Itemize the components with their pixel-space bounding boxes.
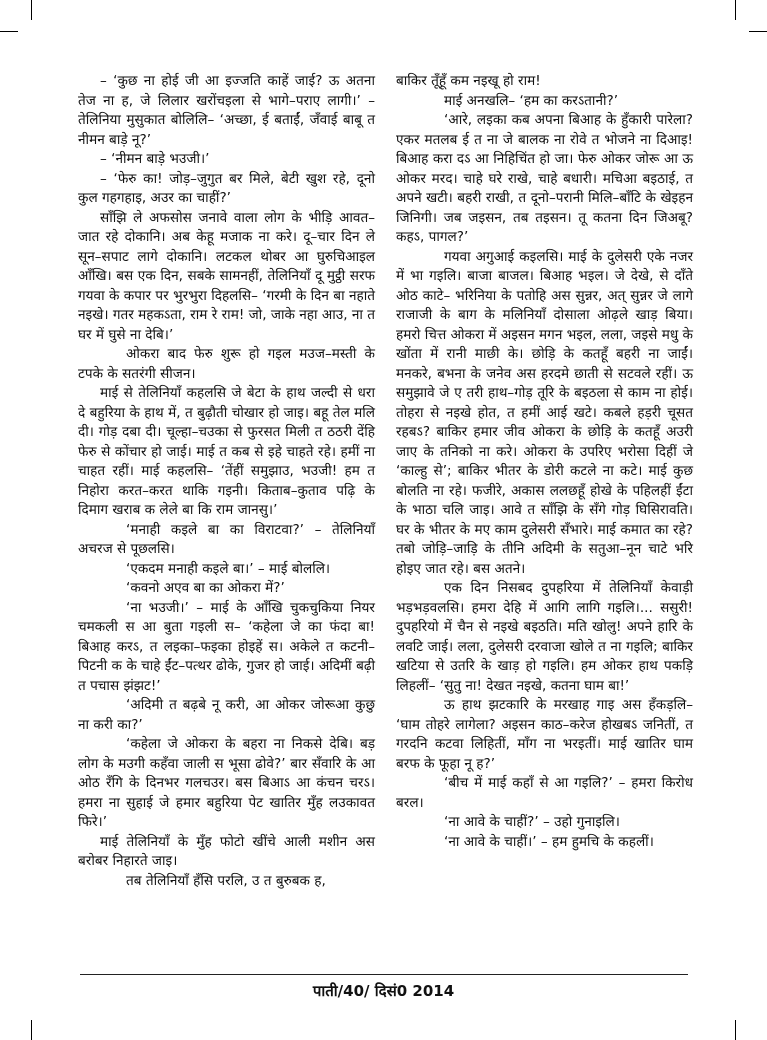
paragraph: ओकरा बाद फेरु शुरू हो गइल मउज–मस्ती के टपके के सतरंगी सीजन।: [78, 346, 375, 382]
paragraph: ‘एकदम मनाही कइले बा।’ – माई बोललि।: [126, 560, 331, 577]
paragraph: – ‘फेरु का! जोड़–जुगुत बर मिले, बेटी खुश रहे, दूनो कुल गहगहाइ, अउर का चाहीं?’: [78, 170, 375, 206]
paragraph: ‘ना भउजी।’ – माई के आँखि चुकचुकिया नियर चमकली स आ बुता गइली स– ‘कहेला जे का फंदा बा! बिआह करऽ, त लइका–फइका होइहें स। अकेले त कटनी–पिटनी क के चाहे ईंट–पत्थर ढोके, गुजर हो जाई। अदिमीं बढ़ी त पचास झंझट!’: [78, 599, 375, 694]
crop-mark-top-right-h: [749, 31, 767, 32]
crop-mark-bottom-left: [31, 1020, 32, 1040]
paragraph: साँझि ले अफसोस जनावे वाला लोग के भीड़ि आवत–जात रहे दोकानि। अब केहू मजाक ना करे। दू–चार दिन ले सून–सपाट लागे दोकानि। लटकल थोबर आ घुरुचिआइल आँखि। बस एक दिन, सबके सामनहीं, तेलिनियाँ दू मुट्ठी सरफ गयवा के कपार पर भुरभुरा दिहलसि– ‘गरमी के दिन बा नहाते नइखे। गतर महकऽता, राम रे राम! जो, जाके नहा आउ, ना त घर में घुसे ना देबि।’: [78, 209, 375, 343]
paragraph: ‘आरे, लइका कब अपना बिआह के हुँकारी पारेला? एकर मतलब ई त ना जे बालक ना रोवे त भोजने ना दिआइ! बिआह करा दऽ आ निहिचिंत हो जा। फेरु ओकर जोरू आ ऊ ओकर मरद। चाहे घरे राखे, चाहे बधारी। मचिआ बइठाई, त अपने खटी। बहरी राखी, त दूनो–परानी मिलि–बाँटि के खेइहन जिनिगी। जब जइसन, तब तइसन। तू कतना दिन जिअबू? कहऽ, पागल?’: [396, 112, 693, 245]
paragraph: माई से तेलिनियाँ कहलसि जे बेटा के हाथ जल्दी से धरा दे बहुरिया के हाथ में, त बुढ़ौती चोखार हो जाइ। बहू तेल मलि दी। गोड़ दबा दी। चूल्हा–चउका से फुरसत मिली त ठठरी देंहि फेरु से कोंचार हो जाई। माई त कब से इहे चाहते रहे। हमीं ना चाहत रहीं। माई कहलसि– ‘तेंहीं समुझाउ, भउजी! हम त निहोरा करत–करत थाकि गइनी। किताब–कुताव पढ़ि के दिमाग खराब क लेले बा कि राम जानसु।’: [78, 385, 375, 518]
paragraph: ‘ना आवे के चाहीं?’ – उहो गुनाइलि।: [444, 814, 620, 830]
paragraph: ‘अदिमी त बढ़बे नू करी, आ ओकर जोरूआ कुछु ना करी का?’: [78, 697, 375, 733]
paragraph: ‘ना आवे के चाहीं।’ – हम हुमचि के कहलीं।: [444, 833, 654, 850]
paragraph: ‘कवनो अएव बा का ओकरा में?’: [126, 580, 285, 596]
paragraph: ‘मनाही कइले बा का विराटवा?’ – तेलिनियाँ अचरज से पूछलसि।: [78, 521, 375, 557]
paragraph: – ‘नीमन बाड़े भउजी।’: [100, 151, 210, 167]
crop-mark-top-left: [31, 0, 32, 20]
paragraph: तब तेलिनियाँ हँसि परलि, उ त बुरुबक ह,: [126, 872, 326, 889]
page-footer: पाती/40/ दिसं0 2014: [312, 982, 455, 1000]
paragraph: गयवा अगुआई कइलसि। माई के दुलेसरी एके नजर में भा गइलि। बाजा बाजल। बिआह भइल। जे देखे, से दाँते ओठ काटे– भरिनिया के पतोहि अस सुन्नर, अत् सुन्नर जे लागे राजाजी के बाग के मलिनियाँ दोसाला ओढ़ले खाड़ बिया। हमरो चित्त ओकरा में अइसन मगन भइल, लला, जइसे मधु के खोंता में रानी माछी के। छोड़ि के कतहूँ बहरी ना जाईं। मनकरे, बभना के जनेव अस हरदमे छाती से सटवले रहीं। ऊ समुझावे जे ए तरी हाथ–गोड़ तूरि के बइठला से काम ना होई। तोहरा से नइखे होत, त हमीं आई खटे। कबले हड़री चूसत रहबऽ? बाकिर हमार जीव ओकरा के छोड़ि के कतहूँ अउरी जाए के तनिको ना करे। ओकरा के उपरिए भरोसा दिहीं जे ‘काल्हु से’; बाकिर भीतर के डोरी कटले ना कटे। माई कुछ बोलति ना रहे। फजीरे, अकास ललछहूँ होखे के पहिलहीं ईंटा के भाठा चलि जाइ। आवे त साँझि के सँगे गोड़ घिसिरावति। घर के भीतर के मए काम दुलेसरी सँभारे। माई कमात का रहे? तबो जोड़ि–जाड़ि के तीनि अदिमी के सतुआ–नून चाटे भरि होइए जात रहे। बस अतने।: [396, 248, 693, 577]
paragraph: ऊ हाथ झटकारि के मरखाह गाइ अस हँकड़लि– ‘घाम तोहरे लागेला? अइसन काठ–करेज होखबऽ जनितीं, त गरदनि कटवा लिहितीं, माँग ना भरइतीं। माई खातिर घाम बरफ के फूहा नू ह?’: [396, 697, 693, 772]
paragraph: माई अनखलि– ‘हम का करऽतानी?’: [444, 92, 619, 109]
left-text-column: [78, 72, 375, 891]
paragraph: ‘बीच में माई कहाँ से आ गइलि?’ – हमरा किरोध बरल।: [396, 775, 693, 811]
paragraph: माई तेलिनियाँ के मुँह फोटो खींचे आली मशीन अस बरोबर निहारते जाइ।: [78, 833, 375, 869]
crop-mark-top-right: [735, 0, 736, 20]
paragraph: एक दिन निसबद दुपहरिया में तेलिनियाँ केवाड़ी भड़भड़वलसि। हमरा देहि में आगि लागि गइलि।... ससुरी! दुपहरियो में चैन से नइखे बइठति। मति खोलु! अपने हारि के लवटि जाई। लला, दुलेसरी दरवाजा खोले त ना गइलि; बाकिर खटिया से उतरि के खाड़ हो गइलि। हम ओकर हाथ पकड़ि लिहलीं– ‘सुतु ना! देखत नइखे, कतना घाम बा!’: [396, 580, 693, 694]
crop-mark-bottom-right: [735, 1020, 736, 1040]
paragraph: ‘कहेला जे ओकरा के बहरा ना निकसे देबि। बड़ लोग के मउगी कहँवा जाली स भूसा ढोवे?’ बार सँवारि के आ ओठ रँगि के दिनभर गलचउर। बस बिआऽ आ कंचन चरऽ। हमरा ना सुहाई जे हमार बहुरिया पेट खातिर मुँह लउकावत फिरे।’: [78, 736, 375, 830]
paragraph: – ‘कुछ ना होई जी आ इज्जति काहें जाई? ऊ अतना तेज ना ह, जे लिलार खरोंचइला से भागे–पराए लागी।’ – तेलिनिया मुसुकात बोलिलि– ‘अच्छा, ई बताईं, जँवाई बाबू त नीमन बाड़े नू?’: [78, 73, 375, 148]
right-text-column: [396, 72, 693, 852]
paragraph: बाकिर तूँहूँ कम नइखू हो राम!: [396, 73, 541, 89]
footer-rule: [80, 974, 688, 975]
crop-mark-top-left-h: [0, 31, 18, 32]
